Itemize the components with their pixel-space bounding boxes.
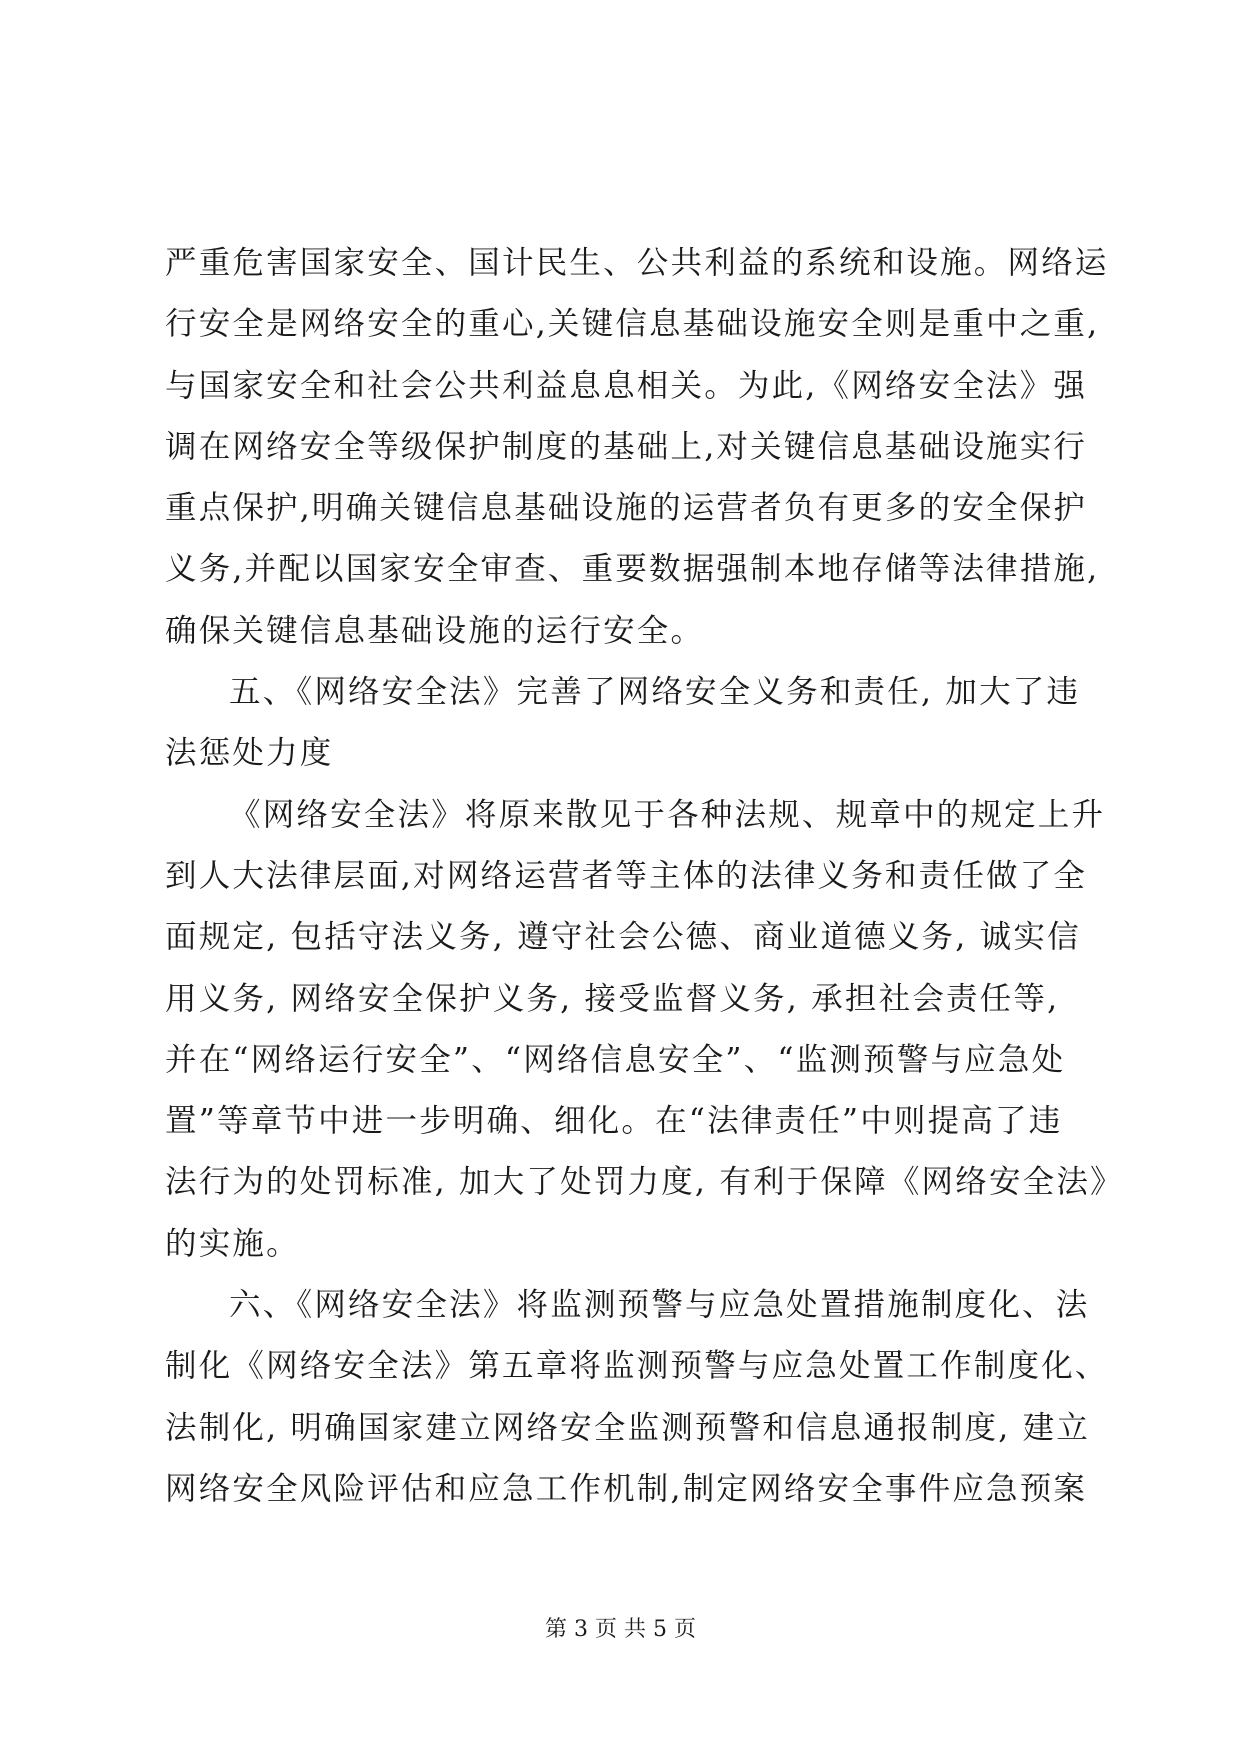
text-line: 的实施。 xyxy=(165,1225,300,1262)
section-heading xyxy=(165,662,1085,785)
text-line: 调在网络安全等级保护制度的基础上,对关键信息基础设施实行 xyxy=(165,428,1088,465)
text-line: 行安全是网络安全的重心,关键信息基础设施安全则是重中之重, xyxy=(165,306,1100,343)
text-line: 与国家安全和社会公共利益息息相关。为此,《网络安全法》强 xyxy=(165,367,1088,404)
text-line: 置”等章节中进一步明确、细化。在“法律责任”中则提高了违 xyxy=(165,1103,1063,1140)
text-line: 五、《网络安全法》完善了网络安全义务和责任, 加大了违 xyxy=(229,674,1081,711)
text-line: 法行为的处罚标准, 加大了处罚力度, 有利于保障《网络安全法》 xyxy=(165,1164,1124,1201)
text-line: 到人大法律层面,对网络运营者等主体的法律义务和责任做了全 xyxy=(165,857,1088,894)
paragraph xyxy=(165,785,1124,1275)
text-line: 六、《网络安全法》将监测预警与应急处置措施制度化、法 xyxy=(229,1287,1090,1324)
text-line: 严重危害国家安全、国计民生、公共利益的系统和设施。网络运 xyxy=(165,245,1109,281)
text-line: 并在“网络运行安全”、“网络信息安全”、“监测预警与应急处 xyxy=(165,1041,1066,1078)
page-number-footer: 第 3 页 共 5 页 xyxy=(545,1617,696,1642)
paragraph xyxy=(165,1275,1109,1520)
document-body xyxy=(165,233,1124,1520)
text-line: 用义务, 网络安全保护义务, 接受监督义务, 承担社会责任等, xyxy=(165,980,1060,1017)
text-line: 制化《网络安全法》第五章将监测预警与应急处置工作制度化、 xyxy=(165,1348,1109,1385)
text-line: 义务,并配以国家安全审查、重要数据强制本地存储等法律措施, xyxy=(165,551,1100,588)
text-line: 法惩处力度 xyxy=(165,735,334,772)
text-line: 确保关键信息基础设施的运行安全。 xyxy=(165,612,705,649)
text-line: 《网络安全法》将原来散见于各种法规、规章中的规定上升 xyxy=(229,796,1106,833)
text-line: 法制化, 明确国家建立网络安全监测预警和信息通报制度, 建立 xyxy=(165,1409,1091,1446)
text-line: 面规定, 包括守法义务, 遵守社会公德、商业道德义务, 诚实信 xyxy=(165,919,1081,956)
text-line: 网络安全风险评估和应急工作机制,制定网络安全事件应急预案 xyxy=(165,1470,1088,1507)
text-line: 重点保护,明确关键信息基础设施的运营者负有更多的安全保护 xyxy=(165,490,1088,527)
paragraph xyxy=(165,233,1109,662)
